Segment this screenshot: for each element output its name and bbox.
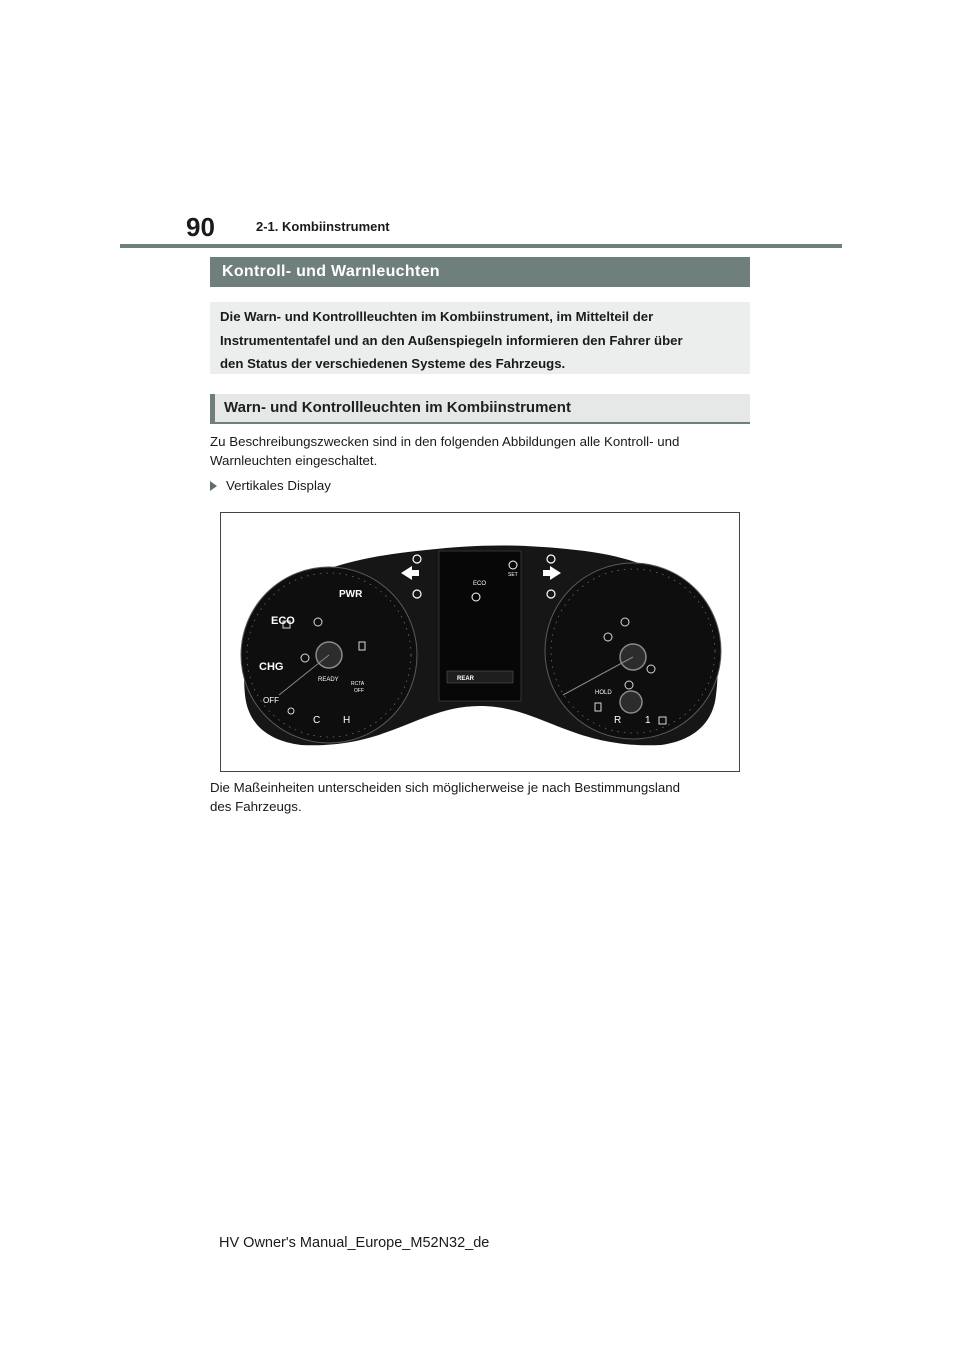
body-paragraph — [210, 432, 750, 470]
paragraph-line: Zu Beschreibungszwecken sind in den folgenden Abbildungen alle Kontroll- und — [210, 434, 680, 449]
eco-label: ECO — [271, 615, 295, 627]
note-line: des Fahrzeugs. — [210, 799, 302, 814]
one-label: 1 — [645, 715, 651, 726]
reverse-label: R — [614, 715, 622, 726]
intro-box — [210, 302, 750, 374]
right-gauge — [545, 563, 721, 739]
header-divider — [120, 244, 842, 248]
ready-label: READY — [318, 677, 339, 683]
set-label: SET — [508, 572, 518, 578]
page-number: 90 — [186, 212, 215, 242]
off-label: OFF — [263, 696, 279, 705]
rcta-off-label: OFF — [354, 688, 364, 694]
fuel-needle-hub — [620, 691, 642, 713]
chg-label: CHG — [259, 661, 284, 673]
intro-line: Instrumententafel und an den Außenspiegeln informieren den Fahrer über — [220, 332, 683, 348]
intro-line: Die Warn- und Kontrollleuchten im Kombiinstrument, im Mittelteil der — [220, 309, 654, 324]
subsection-title: Warn- und Kontrollleuchten im Kombiinstrument — [224, 399, 571, 416]
cold-label: C — [313, 715, 321, 726]
chapter-title: 2-1. Kombiinstrument — [256, 219, 390, 234]
rcta-label: RCTA — [351, 681, 365, 687]
bullet-item — [210, 476, 331, 495]
bullet-text: Vertikales Display — [226, 478, 331, 493]
instrument-cluster-illustration — [221, 513, 739, 771]
intro-line: den Status der verschiedenen Systeme des Fahrzeugs. — [220, 356, 566, 371]
center-eco-label: ECO — [473, 581, 487, 587]
hold-label: HOLD — [595, 690, 612, 696]
section-heading: Kontroll- und Warnleuchten — [210, 257, 750, 287]
subsection-accent — [210, 394, 215, 424]
subsection-heading — [210, 394, 750, 424]
note-line: Die Maßeinheiten unterscheiden sich möglicherweise je nach Bestimmungsland — [210, 780, 681, 795]
hot-label: H — [343, 715, 351, 726]
footer-text: HV Owner's Manual_Europe_M52N32_de — [219, 1235, 490, 1251]
triangle-bullet-icon — [210, 481, 217, 491]
instrument-cluster-figure — [220, 512, 740, 772]
pwr-label: PWR — [339, 589, 363, 600]
left-gauge — [241, 567, 417, 743]
paragraph-line: Warnleuchten eingeschaltet. — [210, 453, 378, 468]
rear-label: REAR — [457, 676, 475, 682]
note-paragraph — [210, 778, 750, 816]
